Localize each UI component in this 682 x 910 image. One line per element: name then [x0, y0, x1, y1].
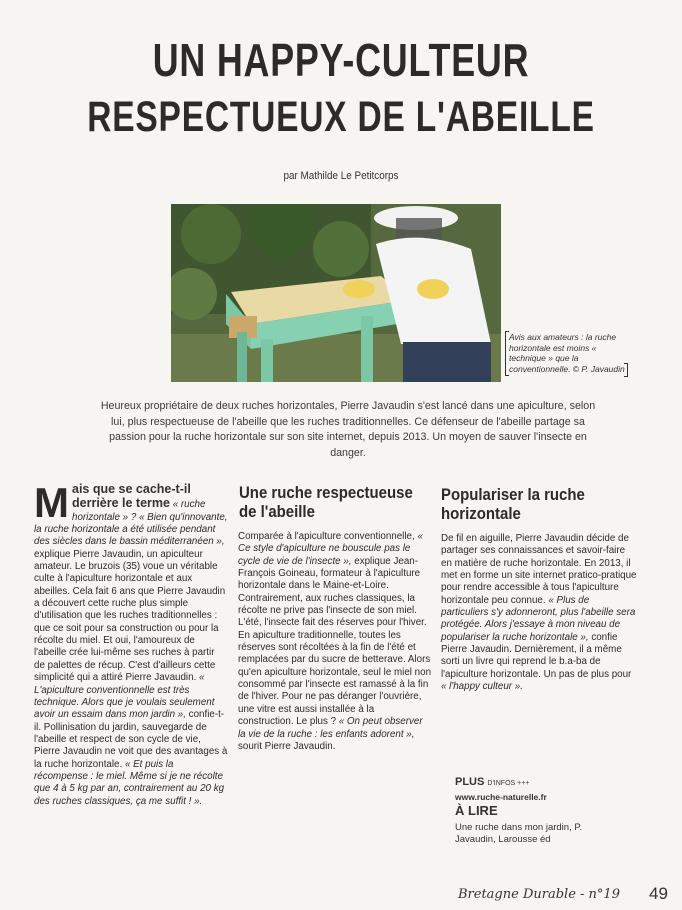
book-reference: Une ruche dans mon jardin, P. Javaudin, Larousse éd — [455, 822, 583, 845]
body-text-5: sourit Pierre Javaudin. — [238, 740, 336, 752]
quote-2: « L'apiculture conventionnelle est très technique. Alors que je voulais seulement avoir un essaim dans mon jardin », — [34, 672, 215, 721]
more-info-label — [455, 776, 529, 788]
plus-word: PLUS — [455, 776, 485, 788]
beekeeper-photo — [171, 204, 501, 382]
page-title-line-2: RESPECTUEUX DE L'ABEILLE — [87, 93, 595, 141]
body-text-7: confie Pierre Javaudin. Dernièrement, il a même sorti un livre qui reprend le b.a-ba de l'apiculture horizontale. Un pas de plus pour — [441, 631, 632, 680]
quote-1: « Bien qu'innovante, la ruche horizontale a été utilisée pendant des siècles dans le bassin méditerranéen », — [34, 511, 228, 548]
page-title-line-1: UN HAPPY-CULTEUR — [152, 34, 530, 86]
beekeeper-photo-drawing — [171, 204, 501, 382]
page-number: 49 — [649, 884, 668, 903]
photo-caption: Avis aux amateurs : la ruche horizontale est moins « technique » que la conventionnelle. © P. Javaudin — [509, 332, 625, 374]
magazine-footer: Bretagne Durable - n°19 — [458, 887, 620, 902]
website-link[interactable]: www.ruche-naturelle.fr — [455, 792, 547, 802]
column-3 — [441, 533, 637, 693]
section-heading-1: Une ruche respectueuse de l'abeille — [239, 483, 413, 521]
quote-5: « On peut observer la vie de la ruche : les enfants adorent », — [238, 716, 423, 740]
column-1 — [34, 479, 228, 808]
drop-cap: M — [34, 479, 69, 526]
to-read-label: À LIRE — [455, 803, 498, 818]
column-2 — [238, 531, 432, 753]
body-text-1: explique Pierre Javaudin, un apiculteur amateur. Le bruzois (35) voue un véritable culte à l'apiculture horizontale et aux abeilles. Cela fait 6 ans que Pierre Javaudin a découvert cette ruche plus simple d'utilisation que les ruches traditionnelles : que ce soit pour sa construction ou pour la récolte du miel. Et oui, l'amoureux de l'abeille crée lui-même ses ruches à partir de palettes de récup. C'est d'ailleurs cette simplicité qui a attiré Pierre Javaudin. — [34, 548, 226, 684]
caption-bracket-right — [624, 363, 628, 377]
body-text-4: explique Jean-François Goineau, formateur à l'apiculture horizontale dans le Maine-et-Loire. Contrairement, aux ruches classiques, la récolte ne prive pas l'insecte de son miel. L'été, l'insecte fait des réserves pour l'hiver. En apiculture traditionnelle, toutes les réserves sont récoltées à la fin de l'été et remplacées par du sucre de betterave. Alors qu'en apiculture horizontale, seul le miel non consommé par l'insecte est ramassé à la fin de l'hiver. Pour ne pas déranger l'ouvrière, une vitre est aussi installée à la construction. Le plus ? — [238, 555, 432, 728]
quote-7: « l'happy culteur ». — [441, 681, 523, 693]
body-text-2: confie-t-il. Pollinisation du jardin, sauvegarde de l'abeille et respect de son cycle de vie, Pierre Javaudin ne voit que des avantages à la ruche horizontale. — [34, 709, 228, 770]
lead-quote: « ruche horizontale » ? — [72, 499, 206, 523]
body-text-6: De fil en aiguille, Pierre Javaudin décide de partager ses connaissances et savoir-faire en matière de ruche horizontale. En 2013, il met en forme un site internet pratico-pratique pour rendre accessible à tous l'apiculture horizontale peu connue. — [441, 533, 637, 606]
section-heading-2: Populariser la ruche horizontale — [441, 485, 585, 523]
quote-3: « Et puis la récompense : le miel. Même si je ne récolte que 4 à 5 kg par an, contrairement au 20 kg des ruches classiques, ça me suffit ! ». — [34, 758, 225, 807]
quote-4: « Ce style d'apiculture ne bouscule pas le cycle de vie de l'insecte », — [238, 531, 423, 567]
quote-6: « Plus de particuliers s'y adonneront, plus l'abeille sera protégée. Alors j'essaye à mon niveau de populariser la ruche horizontale », — [441, 594, 636, 643]
byline: par Mathilde Le Petitcorps — [283, 170, 399, 182]
intro-paragraph: Heureux propriétaire de deux ruches horizontales, Pierre Javaudin s'est lancé dans une apiculture, selon lui, plus respectueuse de l'abeille que les ruches traditionnelles. Ce défenseur de l'abeille partage sa passion pour la ruche horizontale sur son site internet, depuis 2013. Un moyen de sauver l'insecte en danger. — [100, 400, 596, 459]
lead-text: ais que se cache-t-il derrière le terme — [72, 482, 191, 511]
body-text-3: Comparée à l'apiculture conventionnelle, — [238, 531, 415, 542]
plus-small: D'INFOS +++ — [487, 780, 530, 787]
